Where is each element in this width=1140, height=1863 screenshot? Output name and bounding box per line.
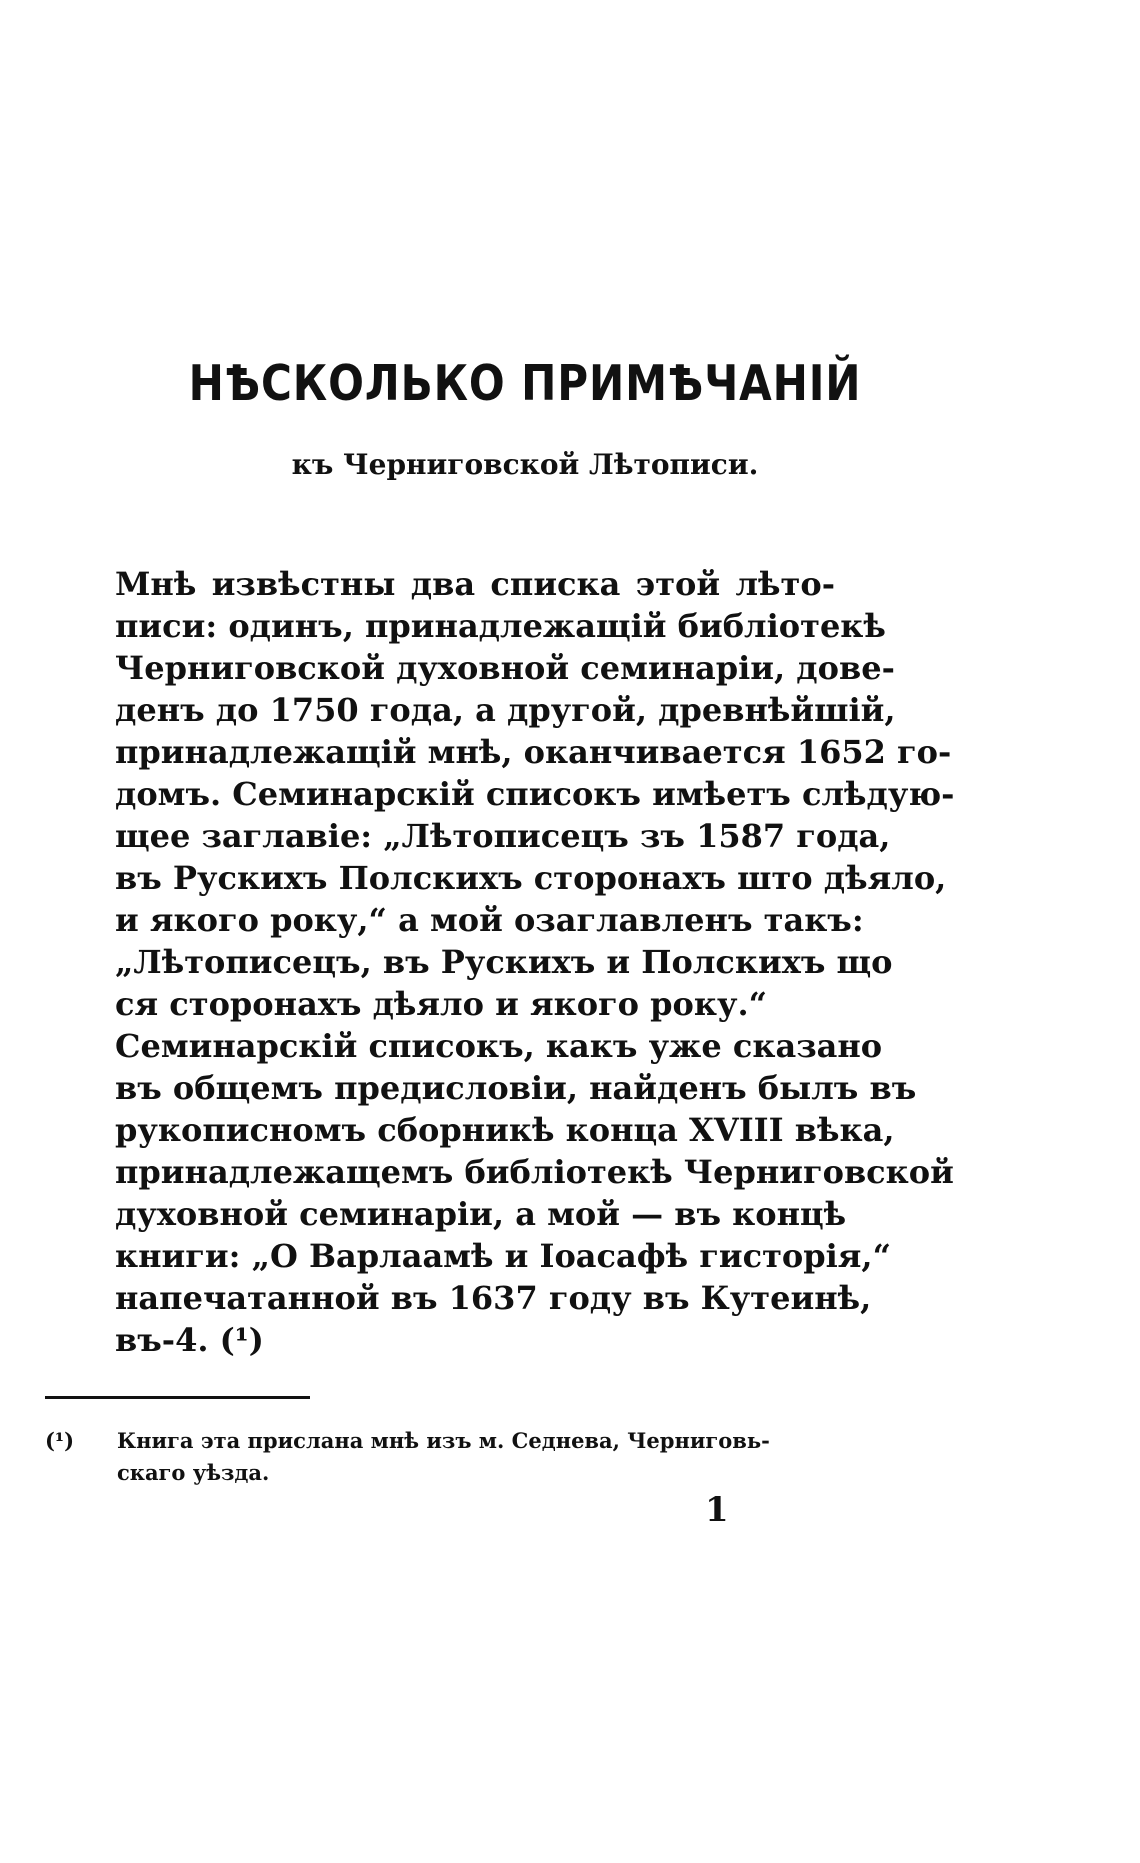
footnote-divider — [45, 1396, 310, 1399]
page-number: 1 — [705, 1490, 729, 1530]
page-subtitle: къ Черниговской Лѣтописи. — [291, 448, 759, 481]
page-title: НѢСКОЛЬКО ПРИМѢЧАНІЙ — [188, 355, 862, 412]
body-line-5: принадлежащій мнѣ, оканчивается 1652 го- — [115, 733, 952, 771]
footnote-text-1: Книга эта прислана мнѣ изъ м. Седнева, Черниговь- — [117, 1428, 770, 1453]
body-line-2: писи: одинъ, принадлежащій библіотекѣ — [115, 607, 886, 645]
body-line-3: Черниговской духовной семинаріи, дове- — [115, 649, 895, 687]
body-line-4: денъ до 1750 года, а другой, древнѣйшій, — [115, 691, 896, 729]
footnote-marker: (¹) — [45, 1428, 75, 1453]
body-line-7: щее заглавіе: „Лѣтописецъ зъ 1587 года, — [115, 817, 891, 855]
body-line-8: въ Рускихъ Полскихъ сторонахъ што дѣяло, — [115, 859, 947, 897]
body-line-1: Мнѣ извѣстны два списка этой лѣто- — [115, 565, 835, 603]
body-line-9: и якого року,“ а мой озаглавленъ такъ: — [115, 901, 864, 939]
body-line-19: въ-4. (¹) — [115, 1321, 264, 1359]
body-line-14: рукописномъ сборникѣ конца XVIII вѣка, — [115, 1111, 895, 1149]
body-line-12: Семинарскій списокъ, какъ уже сказано — [115, 1027, 883, 1065]
body-line-15: принадлежащемъ библіотекѣ Черниговской — [115, 1153, 954, 1191]
footnote — [45, 1425, 835, 1489]
body-line-18: напечатанной въ 1637 году въ Кутеинѣ, — [115, 1279, 872, 1317]
body-line-16: духовной семинаріи, а мой — въ концѣ — [115, 1195, 847, 1233]
body-line-6: домъ. Семинарскій списокъ имѣетъ слѣдую- — [115, 775, 955, 813]
body-line-10: „Лѣтописецъ, въ Рускихъ и Полскихъ що — [115, 943, 893, 981]
body-line-13: въ общемъ предисловіи, найденъ былъ въ — [115, 1069, 917, 1107]
body-line-17: книги: „О Варлаамѣ и Іоасафѣ гисторія,“ — [115, 1237, 891, 1275]
body-text — [115, 563, 955, 1361]
footnote-line-1 — [45, 1425, 835, 1457]
footnote-line-2: скаго уѣзда. — [117, 1460, 270, 1485]
body-line-11: ся сторонахъ дѣяло и якого року.“ — [115, 985, 767, 1023]
